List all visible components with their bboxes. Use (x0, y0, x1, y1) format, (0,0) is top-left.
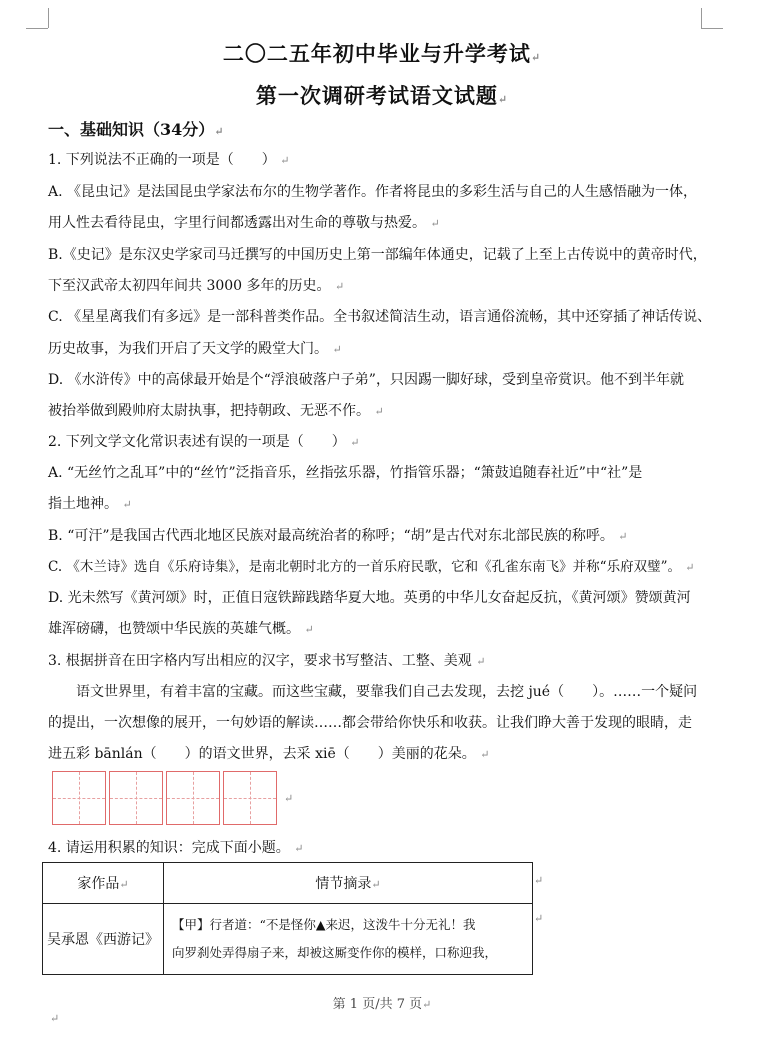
header-work: 家作品↵ (43, 863, 164, 904)
q1-option-a: A. 《昆虫记》是法国昆虫学家法布尔的生物学著作。作者将昆虫的多彩生活与自己的人生感悟融为一体， (48, 184, 698, 200)
q1-option-c: C. 《星星离我们有多远》是一部科普类作品。全书叙述简洁生动，语言通俗流畅，其中还穿插了神话传说、 (48, 309, 712, 325)
q1-stem: 1. 下列说法不正确的一项是（ ） ↵ (48, 152, 290, 168)
crop-mark-top-right (701, 8, 702, 28)
works-table (42, 862, 533, 975)
q2-option-d-cont: 雄浑磅礴，也赞颂中华民族的英雄气概。 ↵ (48, 621, 314, 637)
q2-option-c: C. 《木兰诗》选自《乐府诗集》，是南北朝时北方的一首乐府民歌，它和《孔雀东南飞》并称“乐府双璧”。 ↵ (48, 559, 695, 575)
q1-option-b-cont: 下至汉武帝太初四年间共 3000 多年的历史。 ↵ (48, 278, 345, 294)
q3-stem: 3. 根据拼音在田字格内写出相应的汉字，要求书写整洁、工整、美观 ↵ (48, 653, 486, 669)
header-excerpt: 情节摘录↵ (164, 863, 533, 904)
q1-option-a-cont: 用人性去看待昆虫，字里行间都透露出对生命的尊敬与热爱。 ↵ (48, 215, 440, 231)
table-para-mark-2: ↵ (534, 912, 544, 925)
q1-option-d: D. 《水浒传》中的高俅最开始是个“浮浪破落户子弟”，只因踢一脚好球，受到皇帝赏识。他不到半年就 (48, 372, 684, 388)
q4-stem: 4. 请运用积累的知识：完成下面小题。 ↵ (48, 840, 304, 856)
tianzige-cell-2[interactable] (109, 771, 163, 825)
page-footer: 第 1 页/共 7 页↵ (332, 997, 432, 1012)
excerpt-line-1: 【甲】行者道：“不是怪你▲来迟，这泼牛十分无礼！我 (172, 917, 476, 932)
q3-passage-line2: 的提出，一次想像的展开，一句妙语的解读……都会带给你快乐和收获。让我们睁大善于发现的眼睛，走 (48, 715, 692, 731)
q2-stem: 2. 下列文学文化常识表述有误的一项是（ ） ↵ (48, 434, 360, 450)
q2-option-a: A. “无丝竹之乱耳”中的“丝竹”泛指音乐，丝指弦乐器，竹指管乐器；“箫鼓追随春社近”中“社”是 (48, 465, 643, 481)
q3-passage-line3: 进五彩 bānlán（ ）的语文世界，去采 xiē（ ）美丽的花朵。 ↵ (48, 746, 490, 762)
q1-option-c-cont: 历史故事，为我们开启了天文学的殿堂大门。 ↵ (48, 341, 342, 357)
tianzige-grid (52, 771, 277, 825)
q2-option-a-cont: 指土地神。 ↵ (48, 496, 132, 512)
q1-option-d-cont: 被抬举做到殿帅府太尉执事，把持朝政、无恶不作。 ↵ (48, 403, 384, 419)
tianzige-cell-1[interactable] (52, 771, 106, 825)
q2-option-d: D. 光未然写《黄河颂》时，正值日寇铁蹄践踏华夏大地。英勇的中华儿女奋起反抗，《黄河颂》赞颂黄河 (48, 590, 691, 606)
tianzige-cell-3[interactable] (166, 771, 220, 825)
cell-excerpt (164, 904, 533, 975)
cell-work: 吴承恩《西游记》 (43, 904, 164, 975)
crop-mark-top-left (48, 8, 49, 28)
q3-passage-line1: 语文世界里，有着丰富的宝藏。而这些宝藏，要靠我们自己去发现，去挖 jué（ ）。……一个疑问 (76, 684, 698, 700)
section-heading: 一、基础知识（34分）↵ (48, 120, 224, 139)
q2-option-b: B. “可汗”是我国古代西北地区民族对最高统治者的称呼；“胡”是古代对东北部民族的称呼。 ↵ (48, 528, 628, 544)
bottom-para-mark: ↵ (50, 1012, 60, 1025)
grid-para-mark: ↵ (284, 792, 294, 805)
exam-title: 二〇二五年初中毕业与升学考试↵ (222, 41, 542, 66)
excerpt-line-2: 向罗刹处弄得扇子来，却被这厮变作你的模样，口称迎我， (172, 945, 498, 960)
exam-subtitle: 第一次调研考试语文试题↵ (255, 83, 509, 108)
q1-option-b: B.《史记》是东汉史学家司马迁撰写的中国历史上第一部编年体通史，记载了上至上古传说中的黄帝时代， (48, 247, 707, 263)
crop-mark-top-left-h (26, 28, 48, 29)
tianzige-cell-4[interactable] (223, 771, 277, 825)
table-para-mark-1: ↵ (534, 874, 544, 887)
table-row (43, 904, 533, 975)
table-header-row (43, 863, 533, 904)
crop-mark-top-right-h (701, 28, 723, 29)
